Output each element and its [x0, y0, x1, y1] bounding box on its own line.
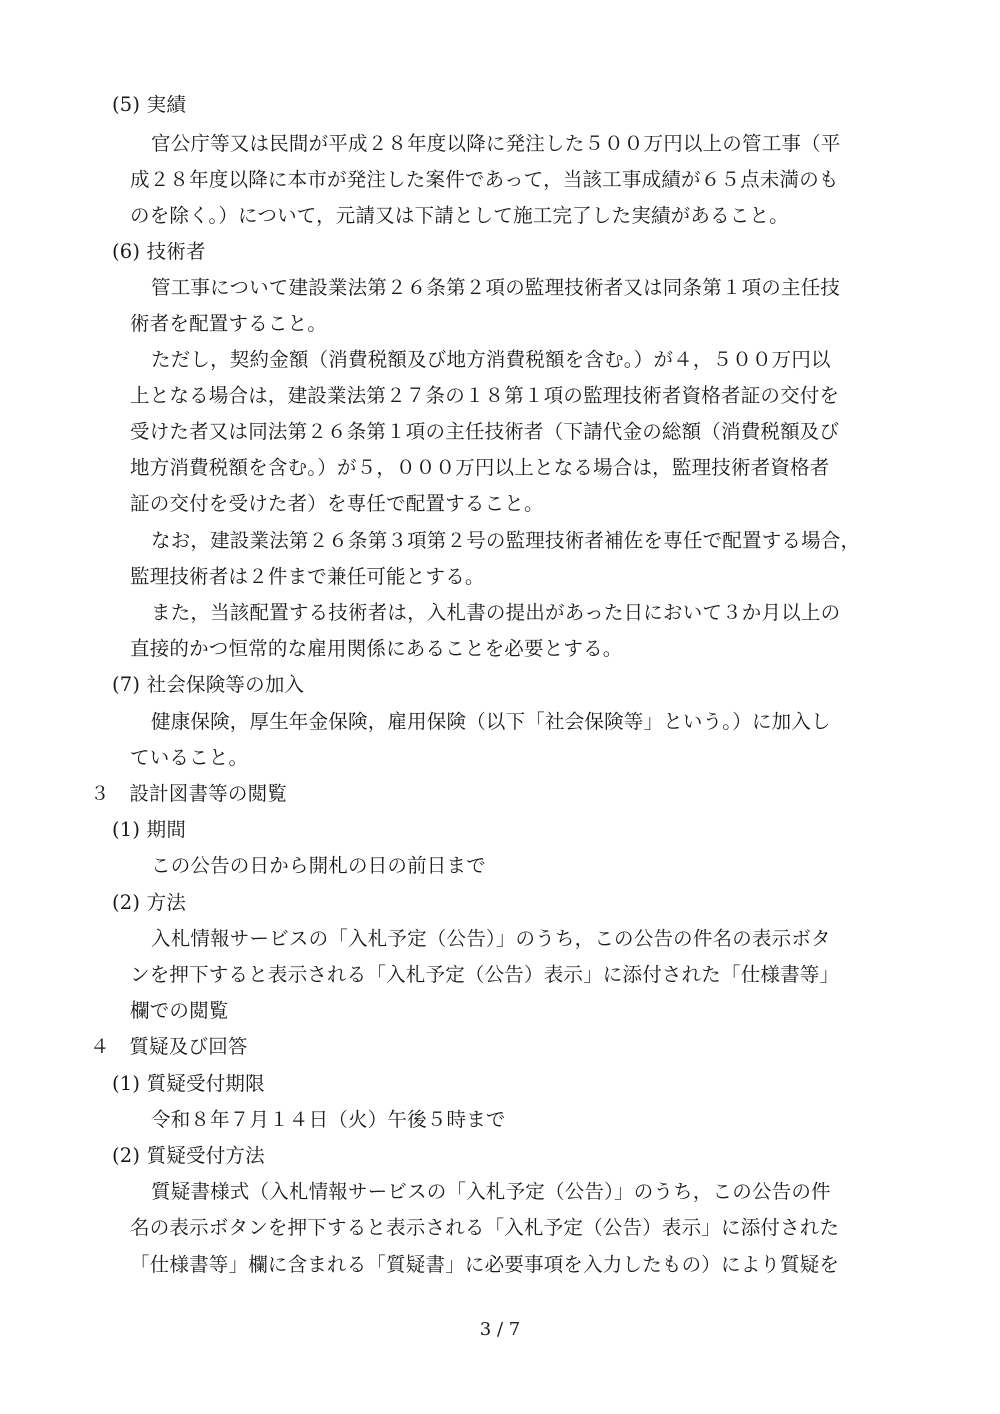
text-line: 官公庁等又は民間が平成２８年度以降に発注した５００万円以上の管工事（平	[151, 132, 841, 155]
text-line: ４ 質疑及び回答	[90, 1035, 248, 1058]
text-line: 欄での閲覧	[130, 999, 229, 1022]
text-line: (1) 質疑受付期限	[112, 1072, 265, 1095]
text-line: (2) 方法	[112, 891, 187, 914]
text-line: 術者を配置すること。	[130, 312, 328, 335]
text-line: 名の表示ボタンを押下すると表示される「入札予定（公告）表示」に添付された	[130, 1216, 840, 1239]
text-line: 直接的かつ恒常的な雇用関係にあることを必要とする。	[130, 637, 623, 660]
text-line: 管工事について建設業法第２６条第２項の監理技術者又は同条第１項の主任技	[151, 276, 841, 299]
text-line: (7) 社会保険等の加入	[112, 673, 305, 696]
text-line: 証の交付を受けた者）を専任で配置すること。	[130, 492, 544, 515]
text-line: この公告の日から開札の日の前日まで	[151, 854, 486, 877]
text-line: 上となる場合は，建設業法第２７条の１８第１項の監理技術者資格者証の交付を	[130, 384, 840, 407]
text-line: (5) 実績	[112, 93, 187, 116]
text-line: 成２８年度以降に本市が発注した案件であって，当該工事成績が６５点未満のも	[130, 168, 839, 191]
text-line: ていること。	[130, 746, 249, 769]
text-line: 質疑書様式（入札情報サービスの「入札予定（公告）」のうち，この公告の件	[151, 1180, 831, 1203]
text-line: 入札情報サービスの「入札予定（公告）」のうち，この公告の件名の表示ボタ	[151, 927, 831, 950]
text-line: 健康保険，厚生年金保険，雇用保険（以下「社会保険等」という。）に加入し	[151, 710, 831, 733]
text-line: 監理技術者は２件まで兼任可能とする。	[130, 565, 485, 588]
page-number: 3 / 7	[479, 1319, 521, 1340]
text-line: ただし，契約金額（消費税額及び地方消費税額を含む。）が４，５００万円以	[151, 348, 831, 371]
text-line: 「仕様書等」欄に含まれる「質疑書」に必要事項を入力したもの）により質疑を	[130, 1253, 840, 1276]
text-line: ンを押下すると表示される「入札予定（公告）表示」に添付された「仕様書等」	[130, 963, 840, 986]
text-line: また，当該配置する技術者は，入札書の提出があった日において３か月以上の	[151, 601, 841, 624]
text-line: (6) 技術者	[112, 240, 206, 263]
text-line: 受けた者又は同法第２６条第１項の主任技術者（下請代金の総額（消費税額及び	[130, 420, 840, 443]
text-line: のを除く。）について，元請又は下請として施工完了した実績があること。	[130, 204, 789, 227]
text-line: (1) 期間	[112, 818, 187, 841]
text-line: 令和８年７月１４日（火）午後５時まで	[151, 1108, 506, 1131]
text-line: (2) 質疑受付方法	[112, 1144, 265, 1167]
text-line: 地方消費税額を含む。）が５，０００万円以上となる場合は，監理技術者資格者	[130, 456, 830, 479]
text-line: ３ 設計図書等の閲覧	[90, 782, 288, 805]
text-line: なお，建設業法第２６条第３項第２号の監理技術者補佐を専任で配置する場合，	[151, 529, 861, 552]
